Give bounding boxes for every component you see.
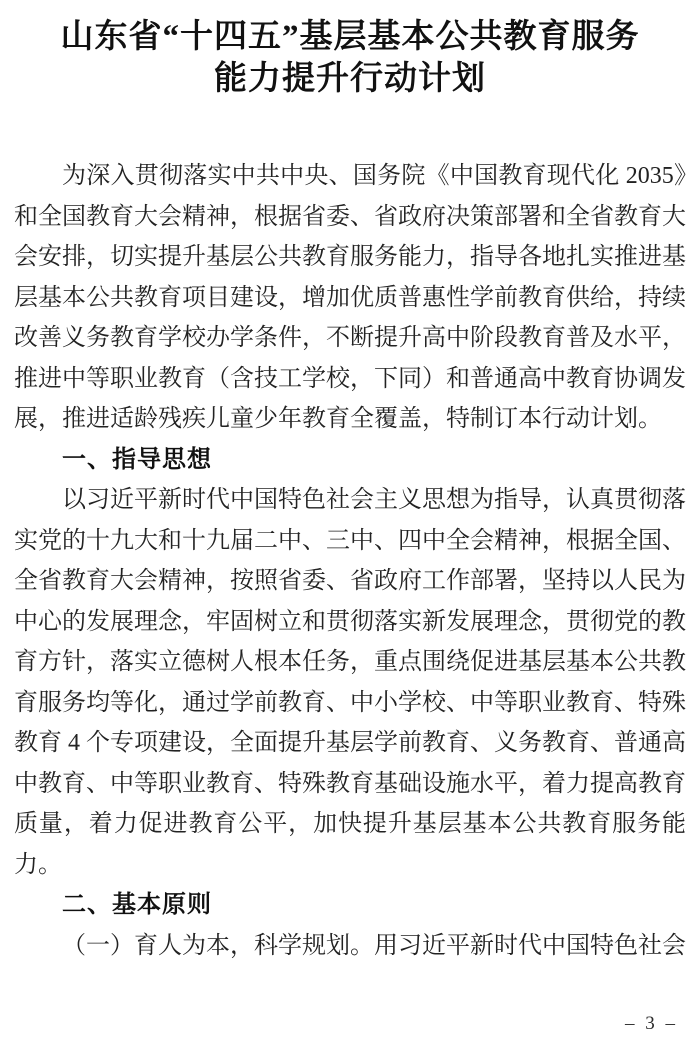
document-title	[30, 16, 670, 100]
paragraph-basic-principles-item-1: （一）育人为本，科学规划。用习近平新时代中国特色社会	[62, 932, 686, 959]
document-title-line-1: 山东省“十四五”基层基本公共教育服务	[60, 19, 640, 55]
paragraph-preamble: 为深入贯彻落实中共中央、国务院《中国教育现代化 2035》和全国教育大会精神，根据省委、省政府决策部署和全省教育大会安排，切实提升基层公共教育服务能力，指导各地扎实推进基层基本公共教育项目建设，增加优质普惠性学前教育供给，持续改善义务教育学校办学条件，不断提升高中阶段教育普及水平，推进中等职业教育（含技工学校，下同）和普通高中教育协调发展，推进适龄残疾儿童少年教育全覆盖，特制订本行动计划。	[14, 163, 686, 432]
paragraph-guiding-ideology: 以习近平新时代中国特色社会主义思想为指导，认真贯彻落实党的十九大和十九届二中、三中、四中全会精神，根据全国、全省教育大会精神，按照省委、省政府工作部署，坚持以人民为中心的发展理念，牢固树立和贯彻落实新发展理念，贯彻党的教育方针，落实立德树人根本任务，重点围绕促进基层基本公共教育服务均等化，通过学前教育、中小学校、中等职业教育、特殊教育 4 个专项建设，全面提升基层学前教育、义务教育、普通高中教育、中等职业教育、特殊教育基础设施水平，着力提高教育质量，着力促进教育公平，加快提升基层基本公共教育服务能力。	[14, 487, 686, 878]
document-body	[14, 156, 686, 966]
section-heading-guiding-ideology: 一、指导思想	[62, 445, 212, 473]
section-heading-basic-principles: 二、基本原则	[62, 891, 212, 918]
document-title-line-2: 能力提升行动计划	[214, 61, 486, 97]
page-number: – 3 –	[625, 1013, 678, 1034]
